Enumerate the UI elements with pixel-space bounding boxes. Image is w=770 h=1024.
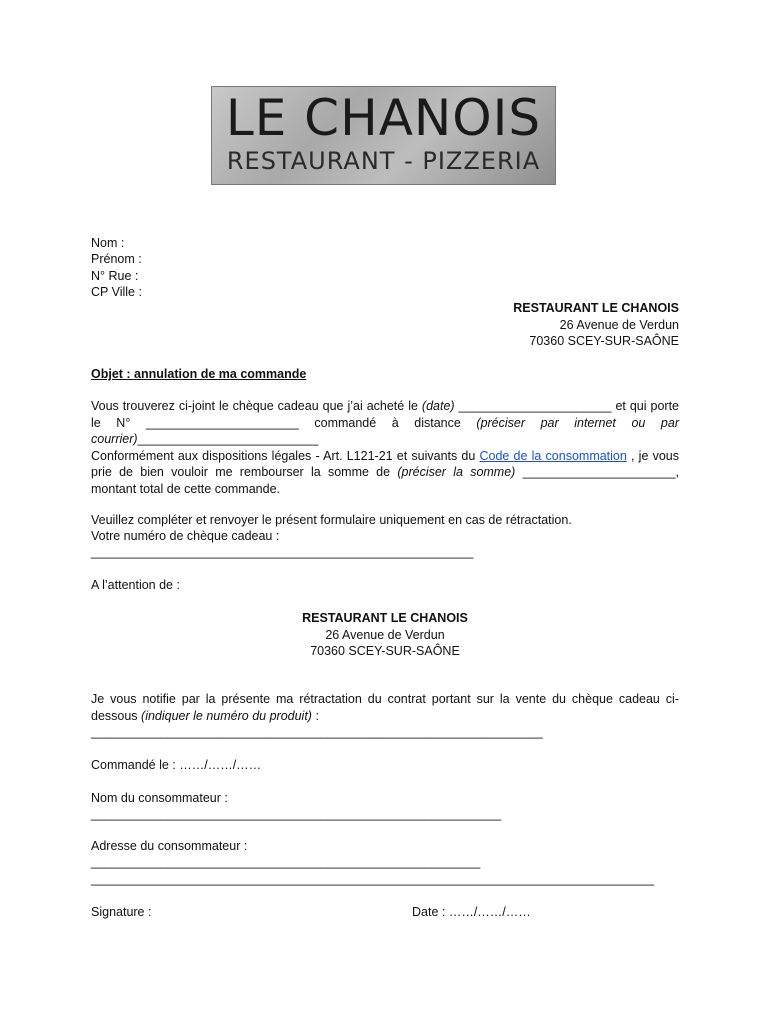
paragraph-purchase-details (91, 398, 679, 497)
instruction-line: Veuillez compléter et renvoyer le présent formulaire uniquement en cas de rétractation. (91, 513, 572, 527)
field-nom: Nom : (91, 236, 125, 250)
text: Vous trouverez ci-joint le chèque cadeau que j’ai acheté le (91, 399, 422, 413)
channel-hint: (préciser par internet ou par courrier) (91, 415, 679, 446)
order-date: Commandé le : ……/……/…… (91, 758, 262, 772)
field-cp-ville: CP Ville : (91, 285, 142, 299)
text: ______________________ et qui porte le N° ______________________ commandé à distance (91, 399, 679, 430)
restaurant-logo (211, 86, 556, 185)
amount-hint: (préciser la somme) (397, 465, 516, 479)
code-consommation-link[interactable]: Code de la consommation (479, 448, 627, 463)
attention-label: A l’attention de : (91, 578, 180, 592)
signature-label: Signature : (91, 905, 152, 919)
text: , je vous prie de bien vouloir me rembourser la somme de (91, 448, 679, 479)
paragraph-retraction (91, 691, 679, 724)
recipient-city: 70360 SCEY-SUR-SAÔNE (529, 334, 679, 348)
field-rue: N° Rue : (91, 269, 139, 283)
logo-title: LE CHANOIS (225, 89, 542, 147)
consumer-address-blank-2: _________________________________________________________________________________ (91, 872, 655, 886)
text: Je vous notifie par la présente ma rétractation du contrat portant sur la vente du chèque cadeau ci-dessous (91, 692, 679, 723)
subject-line: Objet : annulation de ma commande (91, 367, 307, 381)
recipient-center-street: 26 Avenue de Verdun (325, 628, 445, 642)
recipient-name: RESTAURANT LE CHANOIS (513, 301, 679, 315)
consumer-address-label: Adresse du consommateur : (91, 839, 248, 853)
consumer-name-blank: ___________________________________________________________ (91, 807, 502, 821)
product-number-blank: _________________________________________________________________ (91, 725, 543, 739)
consumer-name-label: Nom du consommateur : (91, 791, 228, 805)
field-prenom: Prénom : (91, 252, 142, 266)
date-label: Date : ……/……/…… (412, 905, 531, 919)
logo-subtitle: RESTAURANT - PIZZERIA (226, 147, 541, 175)
text: : (311, 708, 319, 723)
product-number-hint: (indiquer le numéro du produit) (141, 708, 312, 723)
consumer-address-blank-1: ________________________________________________________ (91, 855, 481, 869)
cheque-number-label: Votre numéro de chèque cadeau : (91, 529, 280, 543)
blank-line: __________________________ (137, 432, 319, 446)
recipient-center-city: 70360 SCEY-SUR-SAÔNE (310, 644, 460, 658)
cheque-number-blank: _______________________________________________________ (91, 545, 474, 559)
recipient-center-name: RESTAURANT LE CHANOIS (302, 611, 468, 625)
text: Conformément aux dispositions légales - Art. L121-21 et suivants du (91, 448, 480, 463)
date-hint: (date) (421, 399, 455, 413)
recipient-street: 26 Avenue de Verdun (559, 318, 679, 332)
text: ______________________, montant total de cette commande. (91, 465, 680, 496)
